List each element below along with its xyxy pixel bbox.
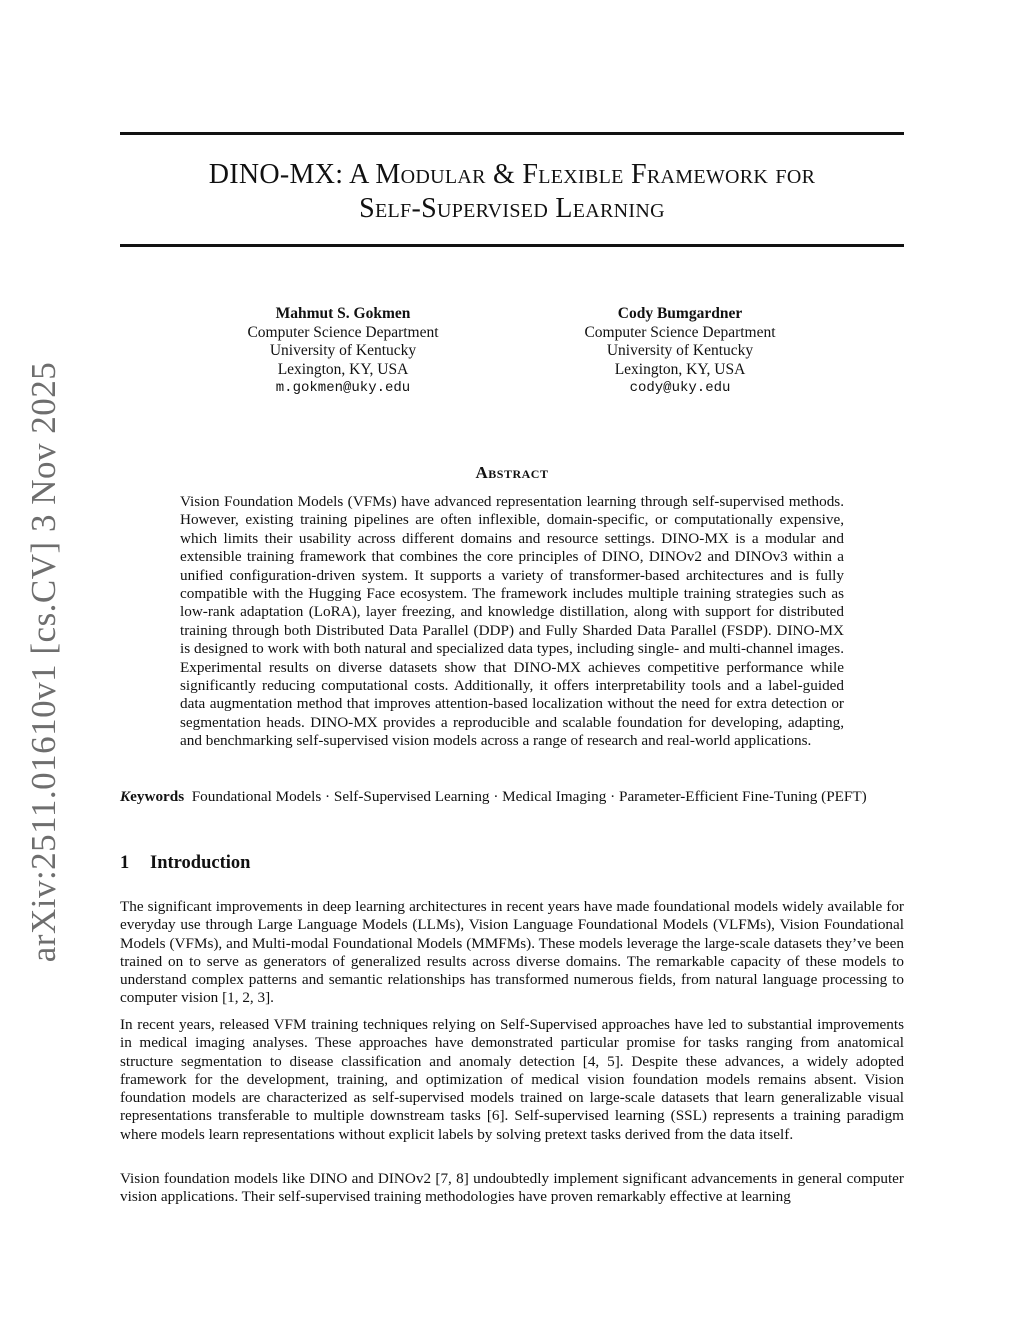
- author-department: Computer Science Department: [584, 323, 776, 341]
- section-heading-introduction: [120, 853, 250, 874]
- keywords-label-rest: eywords: [130, 788, 185, 805]
- title-top-rule: [120, 132, 904, 135]
- body-paragraph: In recent years, released VFM training techniques relying on Self-Supervised approaches have led to substantial improvements in medical imaging analyses. These approaches have demonstrated particular promise for tasks ranging from anatomical structure segmentation to disease classification and anomaly detection [4, 5]. Despite these advances, a widely adopted framework for the development, training, and optimization of medical vision foundation models remains absent. Vision foundation models are characterized as self-supervised models trained on large-scale datasets that learn generalizable visual representations transferable to multiple downstream tasks [6]. Self-supervised learning (SSL) represents a training paradigm where models learn representations without explicit labels by solving pretext tasks derived from the data itself.: [120, 1016, 904, 1143]
- author-location: Lexington, KY, USA: [277, 360, 409, 378]
- body-paragraph: The significant improvements in deep learning architectures in recent years have made foundational models widely available for everyday use through Large Language Models (LLMs), Vision Language Foundational Models (VLFMs), Vision Foundational Models (VFMs), and Multi-modal Foundational Models (MMFMs). These models leverage the large-scale datasets they’ve been trained on to serve as generators of generalized results across diverse domains. The remarkable capacity of these models to understand complex patterns and semantic relationships has transformed numerous fields, from natural language processing to computer vision [1, 2, 3].: [120, 898, 904, 1007]
- author-department: Computer Science Department: [247, 323, 439, 341]
- body-paragraph: Vision foundation models like DINO and DINOv2 [7, 8] undoubtedly implement significant advancements in general computer vision applications. Their self-supervised training methodologies have proven remarkably effective at learning: [120, 1170, 904, 1206]
- author-location: Lexington, KY, USA: [614, 360, 746, 378]
- paper-title: [120, 158, 904, 226]
- abstract-heading: Abstract: [475, 463, 549, 482]
- section-title: Introduction: [150, 853, 251, 873]
- author-name: Mahmut S. Gokmen: [275, 305, 411, 322]
- keywords-label-initial: K: [120, 788, 131, 805]
- author-university: University of Kentucky: [269, 342, 417, 359]
- author-email[interactable]: m.gokmen@uky.edu: [275, 380, 411, 396]
- arxiv-identifier-stamp: arXiv:2511.01610v1 [cs.CV] 3 Nov 2025: [24, 361, 63, 963]
- author-block-2: [530, 305, 830, 398]
- author-block-1: [193, 305, 493, 398]
- author-email[interactable]: cody@uky.edu: [629, 380, 731, 396]
- abstract-text: Vision Foundation Models (VFMs) have advanced representation learning through self-supervised methods. However, existing training pipelines are often inflexible, domain-specific, or computationally expensive, which limits their usability across different domains and resource settings. DINO-MX is a modular and extensible training framework that combines the core principles of DINO, DINOv2 and DINOv3 within a unified configuration-driven system. It supports a variety of transformer-based architectures and is fully compatible with the Hugging Face ecosystem. The framework includes multiple training strategies such as low-rank adaptation (LoRA), layer freezing, and knowledge distillation, along with support for distributed training through both Distributed Data Parallel (DDP) and Fully Sharded Data Parallel (FSDP). DINO-MX is designed to work with both natural and specialized data types, including single- and multi-channel images. Experimental results on diverse datasets show that DINO-MX achieves competitive performance while significantly reducing computational costs. Additionally, it offers interpretability tools and a label-guided data augmentation method that improves attention-based localization without the need for extra detection or segmentation heads. DINO-MX provides a reproducible and scalable foundation for developing, adapting, and benchmarking self-supervised vision models across a range of research and real-world applications.: [180, 493, 844, 750]
- author-name: Cody Bumgardner: [617, 305, 743, 322]
- keywords-line: [120, 788, 904, 806]
- author-university: University of Kentucky: [606, 342, 754, 359]
- keywords-label: [120, 788, 184, 805]
- paper-title-line-1: DINO-MX: A Modular & Flexible Framework for: [208, 159, 816, 190]
- title-bottom-rule: [120, 244, 904, 247]
- keywords-text: Foundational Models · Self-Supervised Learning · Medical Imaging · Parameter-Efficient Fine-Tuning (PEFT): [191, 788, 867, 805]
- paper-title-line-2: Self-Supervised Learning: [359, 193, 665, 224]
- section-number: 1: [120, 853, 130, 873]
